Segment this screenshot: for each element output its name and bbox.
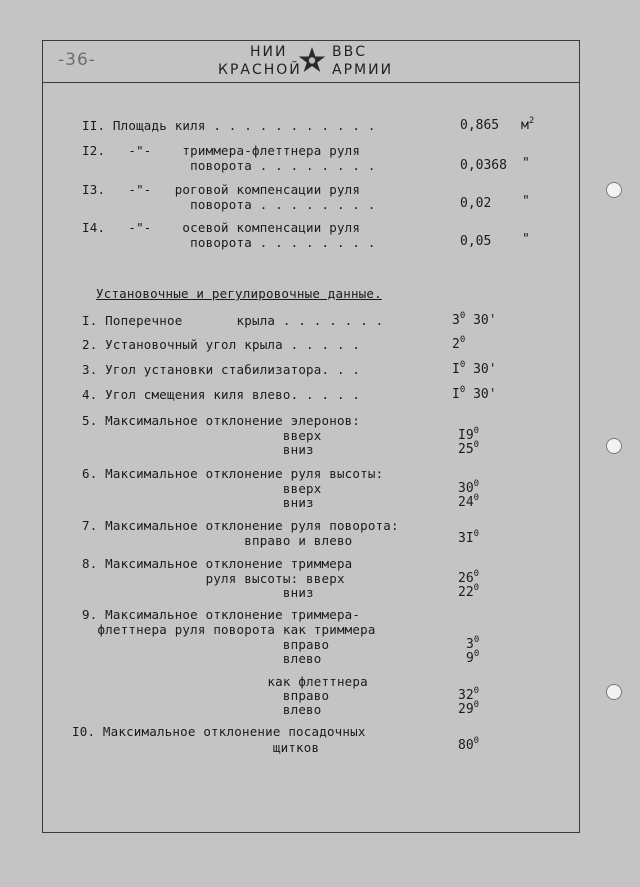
deflection-8-line-2: руля высоты: вверх xyxy=(82,571,345,586)
area-11-unit: $м^2$ xyxy=(521,116,535,133)
area-12-line-1: I2. -"- триммера-флеттнера руля xyxy=(82,143,361,158)
area-11-value: 0,865 xyxy=(460,118,500,133)
setting-1-value: $3^0$ 30' xyxy=(452,311,497,328)
area-14-line-2: поворота . . . . . . . . xyxy=(82,235,376,250)
deflection-7-value: $3I^0$ xyxy=(458,529,480,546)
area-12-unit: " xyxy=(522,156,530,171)
header-armii: АРМИИ xyxy=(332,62,394,78)
deflection-9-line-2: флеттнера руля поворота как триммера xyxy=(82,622,376,637)
deflection-9b-value-right: $32^0$ xyxy=(458,686,480,703)
deflection-9-line-4: влево xyxy=(82,651,322,666)
deflection-10-line-1: I0. Максимальное отклонение посадочных xyxy=(72,724,366,739)
deflection-7-line-1: 7. Максимальное отклонение руля поворота: xyxy=(82,518,399,533)
setting-4-label: 4. Угол смещения киля влево. . . . . xyxy=(82,387,361,402)
area-14-unit: " xyxy=(522,232,530,247)
deflection-6-line-1: 6. Максимальное отклонение руля высоты: xyxy=(82,466,384,481)
area-12-line-2: поворота . . . . . . . . xyxy=(82,158,376,173)
area-11-label: II. Площадь киля . . . . . . . . . . . xyxy=(82,118,376,133)
area-14-value: 0,05 xyxy=(460,234,492,249)
area-13-unit: " xyxy=(522,194,530,209)
deflection-9-line-3: вправо xyxy=(82,637,330,652)
deflection-9-value-right: $3^0$ xyxy=(466,635,480,652)
area-13-value: 0,02 xyxy=(460,196,492,211)
header-nii: НИИ xyxy=(250,44,288,60)
header-rule xyxy=(42,82,580,83)
setting-2-label: 2. Установочный угол крыла . . . . . xyxy=(82,337,361,352)
deflection-7-line-2: вправо и влево xyxy=(82,533,353,548)
deflection-9-value-left: $9^0$ xyxy=(466,649,480,666)
deflection-9b-line-2: вправо xyxy=(82,688,330,703)
page-number: -36- xyxy=(58,50,96,70)
setting-2-value: $2^0$ xyxy=(452,335,466,352)
punch-hole xyxy=(606,684,622,700)
punch-hole xyxy=(606,182,622,198)
deflection-5-line-1: 5. Максимальное отклонение элеронов: xyxy=(82,413,361,428)
deflection-10-value: $80^0$ xyxy=(458,736,480,753)
deflection-5-line-2: вверх xyxy=(82,428,322,443)
deflection-8-line-3: вниз xyxy=(82,585,314,600)
deflection-9b-line-3: влево xyxy=(82,702,322,717)
deflection-8-value-down: $22^0$ xyxy=(458,583,480,600)
deflection-5-line-3: вниз xyxy=(82,442,314,457)
deflection-6-line-2: вверх xyxy=(82,481,322,496)
deflection-9b-value-left: $29^0$ xyxy=(458,700,480,717)
area-12-value: 0,0368 xyxy=(460,158,507,173)
deflection-6-line-3: вниз xyxy=(82,495,314,510)
area-13-line-1: I3. -"- роговой компенсации руля xyxy=(82,182,361,197)
deflection-9-line-1: 9. Максимальное отклонение триммера- xyxy=(82,607,361,622)
deflection-8-line-1: 8. Максимальное отклонение триммера xyxy=(82,556,353,571)
deflection-5-value-down: $25^0$ xyxy=(458,440,480,457)
area-13-line-2: поворота . . . . . . . . xyxy=(82,197,376,212)
deflection-8-value-up: $26^0$ xyxy=(458,569,480,586)
header-vvs: ВВС xyxy=(332,44,367,60)
deflection-6-value-up: $30^0$ xyxy=(458,479,480,496)
setting-4-value: $I^0$ 30' xyxy=(452,385,497,402)
deflection-5-value-up: $I9^0$ xyxy=(458,426,480,443)
setting-3-label: 3. Угол установки стабилизатора. . . xyxy=(82,362,361,377)
punch-hole xyxy=(606,438,622,454)
red-star-icon xyxy=(298,46,326,74)
header-krasnoy: КРАСНОЙ xyxy=(218,62,302,78)
deflection-6-value-down: $24^0$ xyxy=(458,493,480,510)
settings-heading: Установочные и регулировочные данные. xyxy=(96,286,382,301)
setting-3-value: $I^0$ 30' xyxy=(452,360,497,377)
setting-1-label: I. Поперечное крыла . . . . . . . xyxy=(82,313,384,328)
deflection-10-line-2: щитков xyxy=(72,740,320,755)
deflection-9b-line-1: как флеттнера xyxy=(82,674,368,689)
area-14-line-1: I4. -"- осевой компенсации руля xyxy=(82,220,361,235)
